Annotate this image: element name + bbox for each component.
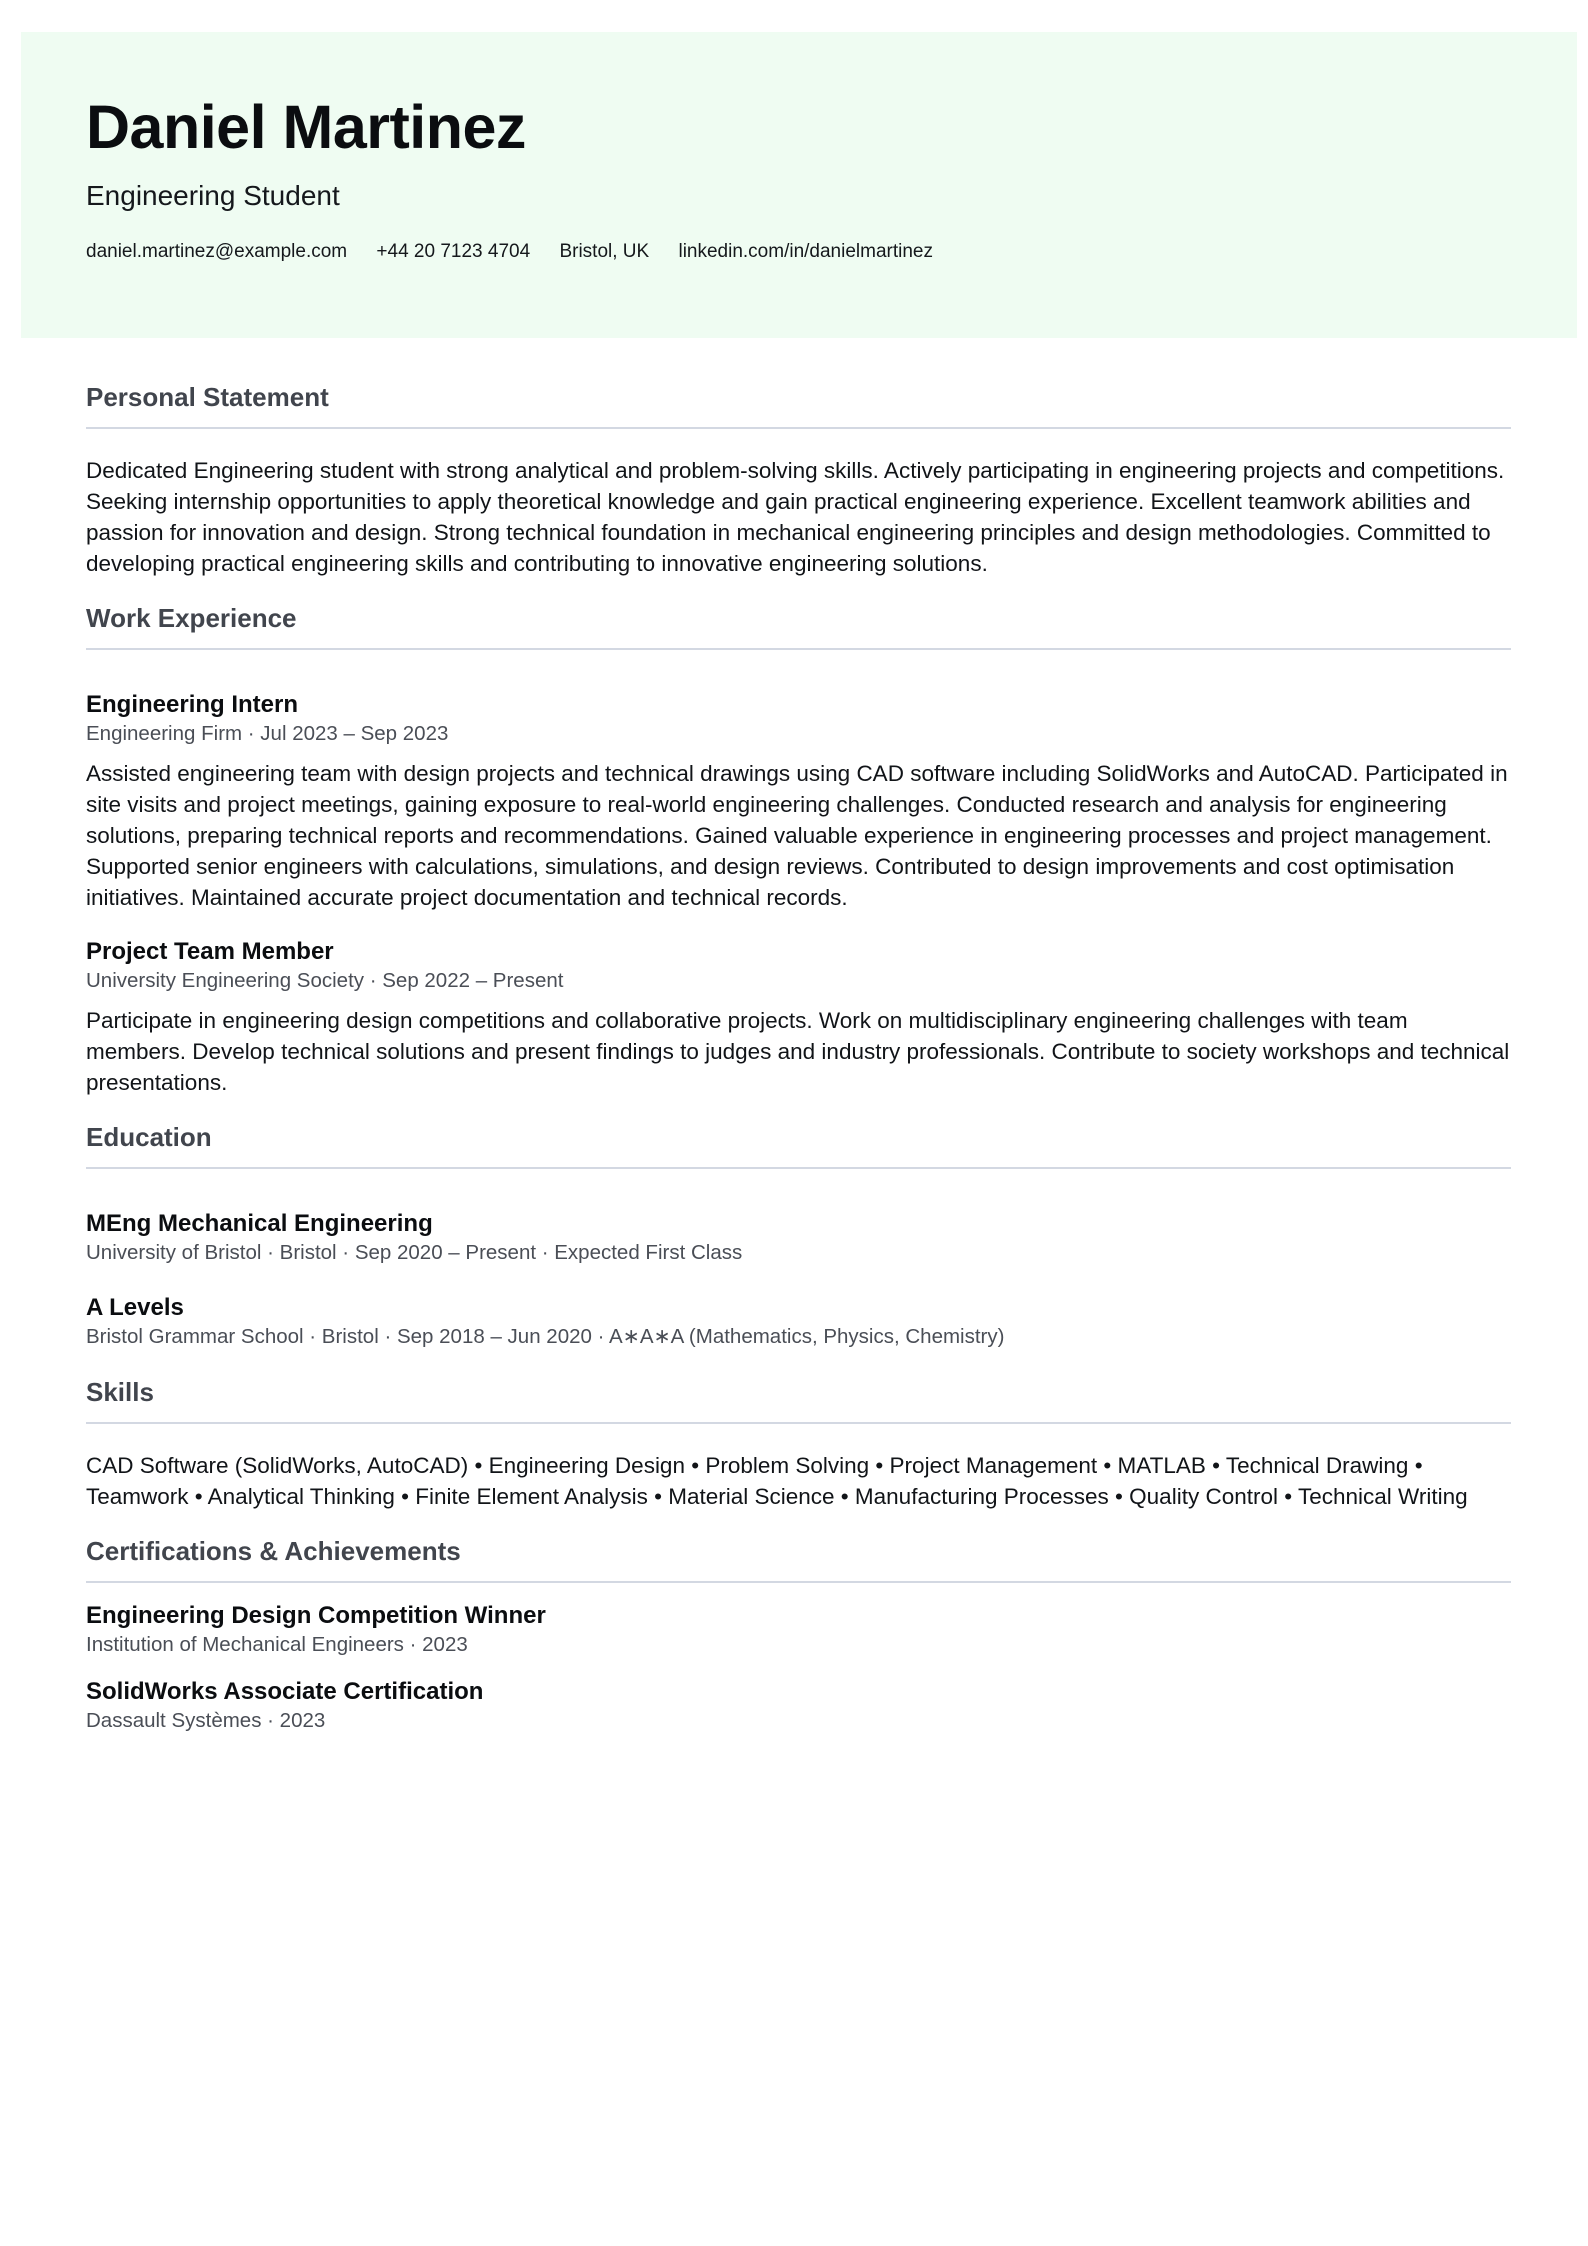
job-description: Participate in engineering design competitions and collaborative projects. Work on multidisciplinary engineering challenges with team members. Develop technical solutions and present findings to judges and industry professionals. Contribute to society workshops and technical presentations. (86, 1008, 1510, 1095)
certification-meta: Dassault Systèmes · 2023 (86, 1709, 326, 1732)
skills-section (86, 1377, 1511, 1512)
education-section (86, 1122, 1511, 1351)
resume-body (86, 382, 1511, 1759)
candidate-name: Daniel Martinez (86, 93, 526, 161)
contact-phone[interactable]: +44 20 7123 4704 (376, 241, 531, 262)
certification-title: SolidWorks Associate Certification (86, 1678, 484, 1705)
education-entry (86, 1209, 1511, 1267)
job-title: Engineering Intern (86, 691, 299, 718)
section-title-certifications: Certifications & Achievements (86, 1536, 1511, 1583)
certification-entry (86, 1601, 1511, 1659)
degree-meta: University of Bristol · Bristol · Sep 2020 – Present · Expected First Class (86, 1241, 743, 1264)
certification-meta: Institution of Mechanical Engineers · 2023 (86, 1633, 468, 1656)
section-title-education: Education (86, 1122, 1511, 1169)
certification-entry (86, 1677, 1511, 1735)
contact-line (86, 241, 957, 263)
degree-title: A Levels (86, 1294, 184, 1321)
contact-email[interactable]: daniel.martinez@example.com (86, 241, 348, 262)
education-entry (86, 1293, 1511, 1351)
section-title-skills: Skills (86, 1377, 1511, 1424)
skills-list: CAD Software (SolidWorks, AutoCAD) • Engineering Design • Problem Solving • Project Management • MATLAB • Technical Drawing • Teamwork • Analytical Thinking • Finite Element Analysis • Material Science • Manufacturing Processes • Quality Control • Technical Writing (86, 1453, 1468, 1509)
candidate-role: Engineering Student (86, 180, 340, 211)
job-meta: Engineering Firm · Jul 2023 – Sep 2023 (86, 722, 449, 745)
certifications-section (86, 1536, 1511, 1735)
section-title-work-experience: Work Experience (86, 603, 1511, 650)
personal-statement-section (86, 382, 1511, 579)
resume-header (21, 32, 1577, 338)
work-entry (86, 690, 1511, 913)
job-meta: University Engineering Society · Sep 2022 – Present (86, 969, 564, 992)
personal-statement-text: Dedicated Engineering student with strong analytical and problem-solving skills. Actively participating in engineering projects and competitions. Seeking internship opportunities to apply theoretical knowledge and gain practical engineering experience. Excellent teamwork abilities and passion for innovation and design. Strong technical foundation in mechanical engineering principles and design methodologies. Committed to developing practical engineering skills and contributing to innovative engineering solutions. (86, 458, 1505, 576)
section-title-personal-statement: Personal Statement (86, 382, 1511, 429)
certification-title: Engineering Design Competition Winner (86, 1602, 546, 1629)
work-experience-section (86, 603, 1511, 1098)
job-title: Project Team Member (86, 938, 334, 965)
contact-linkedin[interactable]: linkedin.com/in/danielmartinez (678, 241, 933, 262)
degree-title: MEng Mechanical Engineering (86, 1210, 433, 1237)
work-entry (86, 937, 1511, 1098)
job-description: Assisted engineering team with design projects and technical drawings using CAD software including SolidWorks and AutoCAD. Participated in site visits and project meetings, gaining exposure to real-world engineering challenges. Conducted research and analysis for engineering solutions, preparing technical reports and recommendations. Gained valuable experience in engineering processes and project management. Supported senior engineers with calculations, simulations, and design reviews. Contributed to design improvements and cost optimisation initiatives. Maintained accurate project documentation and technical records. (86, 761, 1508, 910)
contact-location: Bristol, UK (559, 241, 650, 262)
degree-meta: Bristol Grammar School · Bristol · Sep 2018 – Jun 2020 · A∗A∗A (Mathematics, Physics, Chemistry) (86, 1325, 1005, 1348)
